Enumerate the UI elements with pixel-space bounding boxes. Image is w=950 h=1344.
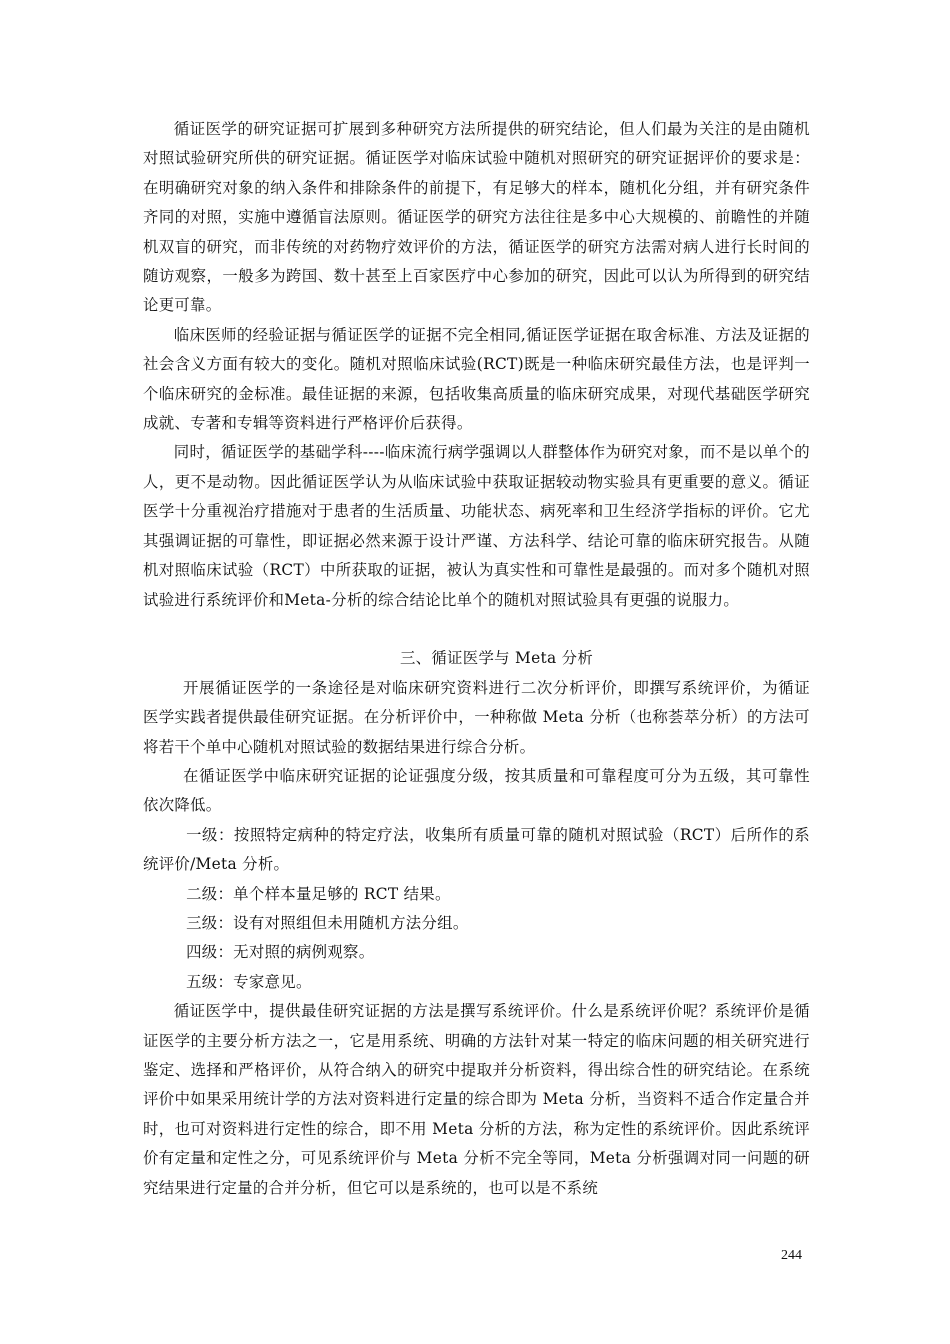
evidence-level-1: 一级：按照特定病种的特定疗法，收集所有质量可靠的随机对照试验（RCT）后所作的系统评价/Meta 分析。 [143,825,810,874]
document-body [143,115,810,1203]
page-number: 244 [781,1248,802,1263]
section-heading: 三、循证医学与 Meta 分析 [399,649,594,668]
evidence-level-3: 三级：设有对照组但未用随机方法分组。 [186,913,469,932]
evidence-level-4: 四级：无对照的病例观察。 [186,943,375,962]
evidence-level-5: 五级：专家意见。 [186,972,312,991]
paragraph-clinical-evidence: 临床医师的经验证据与循证医学的证据不完全相同,循证医学证据在取舍标准、方法及证据的社会含义方面有较大的变化。随机对照临床试验(RCT)既是一种临床研究最佳方法，也是评判一个临床研究的金标准。最佳证据的来源，包括收集高质量的临床研究成果，对现代基础医学研究成就、专著和专辑等资料进行严格评价后获得。 [143,325,810,433]
section-spacer [143,615,810,644]
paragraph-evidence-levels-intro: 在循证医学中临床研究证据的论证强度分级，按其质量和可靠程度可分为五级，其可靠性依次降低。 [143,766,810,815]
evidence-level-2: 二级：单个样本量足够的 RCT 结果。 [186,884,451,903]
paragraph-systematic-review: 循证医学中，提供最佳研究证据的方法是撰写系统评价。什么是系统评价呢？系统评价是循证医学的主要分析方法之一，它是用系统、明确的方法针对某一特定的临床问题的相关研究进行鉴定、选择和严格评价，从符合纳入的研究中提取并分析资料，得出综合性的研究结论。在系统评价中如果采用统计学的方法对资料进行定量的综合即为 Meta 分析，当资料不适合作定量合并时，也可对资料进行定性的综合，即不用 Meta 分析的方法，称为定性的系统评价。因此系统评价有定量和定性之分，可见系统评价与 Meta 分析不完全等同，Meta 分析强调对同一问题的研究结果进行定量的合并分析，但它可以是系统的，也可以是不系统 [143,1002,810,1197]
paragraph-rct-evidence: 循证医学的研究证据可扩展到多种研究方法所提供的研究结论，但人们最为关注的是由随机对照试验研究所供的研究证据。循证医学对临床试验中随机对照研究的研究证据评价的要求是：在明确研究对象的纳入条件和排除条件的前提下，有足够大的样本，随机化分组，并有研究条件齐同的对照，实施中遵循盲法原则。循证医学的研究方法往往是多中心大规模的、前瞻性的并随机双盲的研究，而非传统的对药物疗效评价的方法，循证医学的研究方法需对病人进行长时间的随访观察，一般多为跨国、数十甚至上百家医疗中心参加的研究，因此可以认为所得到的研究结论更可靠。 [143,120,810,315]
paragraph-meta-analysis: 开展循证医学的一条途径是对临床研究资料进行二次分析评价，即撰写系统评价，为循证医学实践者提供最佳研究证据。在分析评价中，一种称做 Meta 分析（也称荟萃分析）的方法可将若干个单中心随机对照试验的数据结果进行综合分析。 [143,678,810,756]
paragraph-epidemiology: 同时，循证医学的基础学科----临床流行病学强调以人群整体作为研究对象，而不是以单个的人，更不是动物。因此循证医学认为从临床试验中获取证据较动物实验具有更重要的意义。循证医学十分重视治疗措施对于患者的生活质量、功能状态、病死率和卫生经济学指标的评价。它尤其强调证据的可靠性，即证据必然来源于设计严谨、方法科学、结论可靠的临床研究报告。从随机对照临床试验（RCT）中所获取的证据，被认为真实性和可靠性是最强的。而对多个随机对照试验进行系统评价和Meta-分析的综合结论比单个的随机对照试验具有更强的说服力。 [143,443,810,609]
